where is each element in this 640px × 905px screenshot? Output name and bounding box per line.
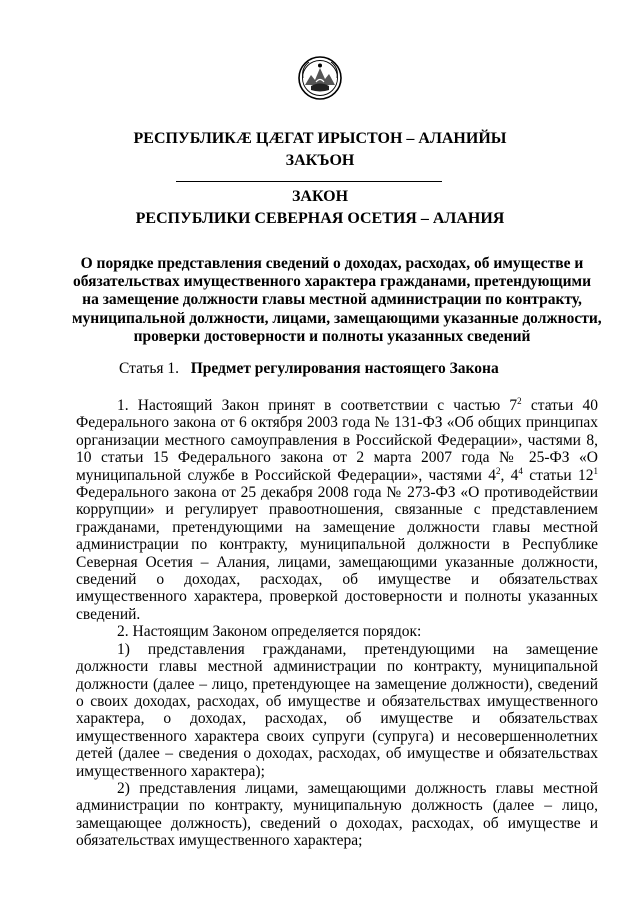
paragraph-4: 2) представления лицами, замещающими должность главы местной администрации по контракту, муниципальную должность (далее – лицо, замещающее должность), сведений о доходах, расходах, об имуществе и обязательствах имущественного характера; [76,779,598,850]
superscript: 2 [517,396,522,406]
text-run: Федерального закона от 25 декабря 2008 года № 273-ФЗ «О противодействии коррупции» и регулирует правоотношения, связанные с представлением гражданами, претендующими на замещение должности главы местной администрации по контракту, муниципальной должности в Республике Северная Осетия – Алания, лицами, замещающими указанные должности, сведений о доходах, расходах, об имуществе и обязательствах имущественного характера, проверкой достоверности и полноты указанных сведений. [76,484,598,623]
law-title-line: обязательствах имущественного характера гражданами, претендующими [72,273,592,291]
article-body [76,397,598,850]
russian-republic-heading: РЕСПУБЛИКИ СЕВЕРНАЯ ОСЕТИЯ – АЛАНИЯ [135,210,505,227]
paragraph-3: 1) представления гражданами, претендующими на замещение должности главы местной администрации по контракту, муниципальной должности (далее – лицо, претендующее на замещение должности), сведений о своих доходах, расходах, об имуществе и обязательствах имущественного характера, о доходах, расходах, об имуществе и обязательствах имущественного характера своих супруги (супруга) и несовершеннолетних детей (далее – сведения о доходах, расходах, об имуществе и обязательствах имущественного характера); [76,640,598,780]
russian-law-heading: ЗАКОН [291,188,349,205]
paragraph-2: 2. Настоящим Законом определяется порядок: [117,623,422,641]
paragraph-1 [76,397,598,623]
text-run: 1. Настоящий Закон принят в соответствии с частью 7 [117,397,518,414]
article-number: Статья 1. [119,360,180,377]
ossetian-republic-heading: РЕСПУБЛИКӔ ЦӔГАТ ИРЫСТОН – АЛАНИЙЫ [133,130,507,147]
superscript: 4 [518,465,523,476]
superscript: 2 [495,465,501,476]
article-heading [119,359,499,379]
coat-of-arms-icon [297,55,343,101]
text-run: , 4 [500,466,519,484]
superscript: 1 [593,465,599,476]
text-run: статьи 40 Федерального закона от 6 октября 2003 года № 131-ФЗ «Об общих принципах организации местного самоуправления в Российской Федерации», частями 8, 10 статьи 15 Федерального закона от 2 марта 2007 года № 25-ФЗ «О муниципальной службе в Российской Федерации», частями 4 [76,397,598,484]
law-title-line: О порядке представления сведений о доходах, расходах, об имуществе и [80,255,584,272]
law-title [72,255,602,346]
law-title-line: муниципальной должности, лицами, замещающими указанные должности, [72,309,602,327]
ossetian-law-heading: ЗАКЪОН [285,152,355,169]
law-title-line: проверки достоверности и полноты указанных сведений [133,327,531,345]
law-title-line: на замещение должности главы местной администрации по контракту, [82,291,582,309]
article-title: Предмет регулирования настоящего Закона [190,360,499,377]
divider [176,181,442,182]
text-run: статьи 12 [522,466,594,484]
